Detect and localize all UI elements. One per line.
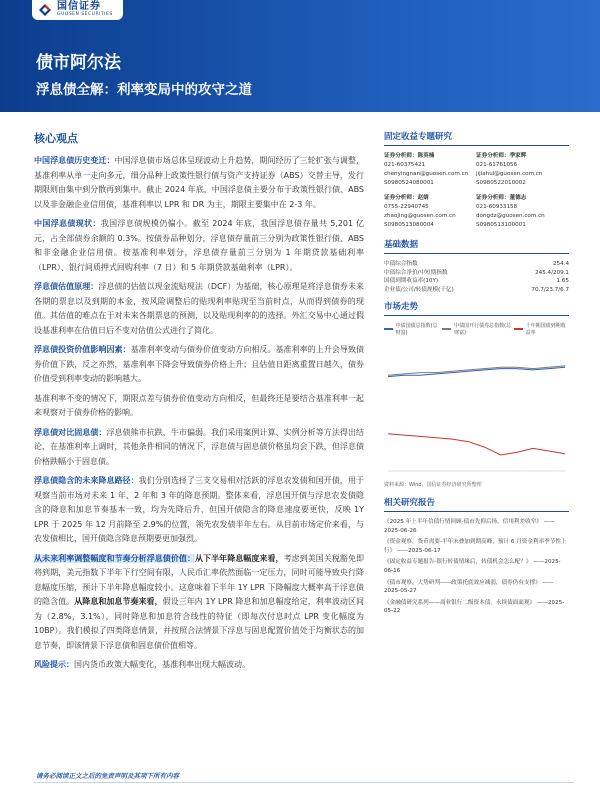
market-trend-heading: 市场走势 (384, 300, 569, 316)
footer-divider (34, 782, 574, 783)
paragraph-keyword: 风险提示： (34, 660, 74, 669)
paragraph-keyword: 浮息债估值原理： (34, 282, 99, 291)
paragraph-keyword: 浮息债隐含的未来降息路径： (34, 476, 139, 485)
analyst-card: 证券分析师：董德志 021-60933158 dongdz@guosen.com.cn S0980513100001 (476, 194, 569, 230)
analyst-email[interactable]: dongdz@guosen.com.cn (476, 213, 545, 219)
series-line-0 (388, 367, 565, 376)
disclaimer-footer: 请务必阅读正文之后的免责声明及其项下所有内容 (36, 772, 179, 780)
legend-item: 中债国开行债券总指数(总财富) (442, 322, 514, 336)
analyst-email[interactable]: chenyingnan@guosen.com.cn (384, 171, 469, 177)
analyst-card: 证券分析师：陈英楠 021-60375421 chenyingnan@guosen.com.cn S0980524080001 (384, 152, 476, 188)
core-viewpoints (34, 130, 364, 678)
related-report-link[interactable]: 《2025 年上半年信债行情回顾-债市先抑后扬，信用利差收窄》 ——2025-06-26 (384, 519, 555, 534)
basic-data-row: 中债综合净价/中短期指数 245.4/209.1 (384, 269, 569, 276)
analyst-email[interactable]: zhaojing@guosen.com.cn (384, 213, 456, 219)
paragraph-implied-path: 浮息债隐含的未来降息路径：我们分别选择了三支交易相对活跃的浮息农发债和国开债，用于观察当前市场对未来 1 年、2 年和 3 年的降息预期。整体来看，浮息国开债与浮息农发债隐含的降息和加息节奏基本一致，均为先降后升，但国开债隐含的降息速度要更快，反映 1Y LPR 于 2025 年 12 月前降至 2.9%的位置，领先农发债半年左右。从目前市场定价来看，与农发债相比，国开债隐含降息预期要更加强烈。 (34, 476, 365, 543)
analyst-list (384, 152, 569, 230)
basic-data-row: 中债综合指数 254.4 (384, 261, 569, 267)
logo-english-name: GUOSEN SECURITIES (57, 12, 113, 18)
report-title: 浮息债全解：利率变局中的攻守之道 (36, 82, 252, 98)
trend-plot (384, 332, 569, 477)
sidebar (384, 130, 569, 619)
paragraph-valuation: 浮息债估值原理：浮息债的估值以现金流贴现法（DCF）为基础，核心原理是将浮息债券未来各期的票息以及到期的本金，按风险调整后的贴现利率贴现至当前时点，从而得到债券的现值。其估值的难点在于对未来各期票息的预测，以及贴现利率的的选择。外汇交易中心通过假设基准利率在估值日后不变对估值公式进行了简化。 (34, 282, 364, 335)
legend-item: 中债国债总指数(总财富) (384, 322, 442, 336)
basic-data-table (384, 260, 569, 294)
analyst-email[interactable]: jijiahui@guosen.com.cn (476, 171, 543, 177)
paragraph-keyword: 浮息债对比固息债： (34, 427, 107, 437)
related-report-link[interactable]: 《固定收益专题报告-银行转债情缘后，转债机会怎么配？》 ——2025-06-16 (384, 559, 561, 574)
basic-data-heading: 基础数据 (384, 238, 569, 254)
report-header-banner (0, 0, 600, 112)
paragraph-spread: 基准利率不变的情况下，期限点差与债券价值变动方向相反，但最终还是要结合基准利率一起来观察对于债券价格的影响。 (34, 393, 364, 417)
paragraph-keyword: 中国浮息债历史变迁： (34, 156, 115, 165)
related-report-link[interactable]: 《资金观察，货币需要-半年末叠加到期高峰，预计 6 月资金利率季节性上行》 ——2025-06-17 (384, 539, 567, 554)
market-trend-chart (384, 322, 569, 477)
research-type-heading: 固定收益专题研究 (384, 130, 569, 146)
paragraph-keyword: 中国浮息债现状： (34, 219, 101, 228)
guosen-logo (32, 0, 123, 20)
series-line-2 (388, 434, 565, 455)
logo-chinese-name: 国信证券 (57, 1, 101, 13)
related-report-link[interactable]: 《债市观察，大势研判——政策托底效应减弱，债券仍有支撑》 ——2025-05-27 (384, 579, 554, 595)
paragraph-rate-outlook: 从未来利率调整幅度和节奏分析浮息债价值：从下半年降息幅度来看，考虑到美国关税豁免即将到期，美元指数下半年下行空间有限，人民币汇率依然面临一定压力，同时可能导致央行降息幅度压缩，预计下半年降息幅度较小。这意味着下半年 1Y LPR 下降幅度大概率高于浮息债的隐含值。从降息和加息节奏来看，假设三年内 1Y LPR 降息和加息幅度给定，利率波动区间为（2.8%，3.1%），同时降息和加息符合线性的特征（即每次付息时点 LPR 变化幅度为 10BP）。我们模拟了四类降息情景，并按照合法情景下浮息与固息配置价值处于均衡状态的加息节奏，即该情景下浮息债和固息债价值相等。 (34, 553, 365, 650)
basic-data-row: 企业债/公司/转债规模(千亿) 70.7/23.7/6.7 (384, 286, 569, 293)
analyst-card: 证券分析师：赵婧 0755-22940745 zhaojing@guosen.com.cn S0980513080004 (384, 194, 476, 230)
paragraph-risk: 风险提示：国内货币政策大幅变化，基准利率出现大幅波动。 (34, 660, 250, 669)
paragraph-keyword: 从未来利率调整幅度和节奏分析浮息债价值： (34, 553, 195, 563)
basic-data-row: 国债到期收益率(10Y) 1.65 (384, 278, 569, 284)
related-reports-heading: 相关研究报告 (384, 496, 569, 512)
core-viewpoints-heading: 核心观点 (34, 132, 78, 145)
paragraph-factors: 浮息债投资价值影响因素：基准利率变动与债券价值变动方向相反。基准利率的上升会导致债券价值下跌，反之亦然，基准利率下降会导致债券价格上升；且估值日距离重置日越久，债券价值受到利率变动的影响越大。 (34, 345, 365, 383)
paragraph-history: 中国浮息债历史变迁：中国浮息债市场总体呈现波动上升趋势，期间经历了三轮扩张与调整，基准利率从单一走向多元，细分品种上政策性银行债与资产支持证券（ABS）交替主导，发行期限则由集中到分散再到集中。截止 2024 年底，中国浮息债主要分布于政策性银行债、ABS 以及非金融企业信用债，基准利率以 LPR 和 DR 为主，期限主要集中在 2-3 年。 (34, 156, 364, 209)
series-title: 债市阿尔法 (36, 53, 121, 73)
chart-source: 资料来源：Wind、国信证券经济研究所整理 (384, 482, 482, 488)
paragraph-status: 中国浮息债现状：我国浮息债规模仍偏小。截至 2024 年底，我国浮息债存量共 5,201 亿元，占全部债券余额的 0.3%。按债券品种划分，浮息债存量前三分别为政策性银行债、ABS 和非金融企业信用债。按基准利率划分，浮息债存量前三分别为 1 年期贷款基础利率（LPR）、银行间质押式回购利率（7 日）和 5 年期贷款基础利率（LPR）。 (34, 219, 364, 272)
related-report-link[interactable]: 《金融债研究系列——商业银行二级资本债，永续债面面观》 ——2025-05-22 (384, 599, 565, 615)
paragraph-compare: 浮息债对比固息债：浮息债熊市抗跌，牛市偏弱。我们采用案例计算、实例分析等方法得出结论，在基准利率上调时，其他条件相同的情况下，浮息债与固息债价格虽均会下跌，但浮息债价格跌幅小于固息债。 (34, 427, 364, 466)
guosen-logo-icon (38, 3, 52, 17)
legend-item: 十年期国债到期收益率 (514, 322, 569, 336)
analyst-card: 证券分析师：季家辉 021-61761056 jijiahui@guosen.com.cn S0980522010002 (476, 152, 569, 188)
paragraph-keyword: 浮息债投资价值影响因素： (34, 345, 131, 354)
